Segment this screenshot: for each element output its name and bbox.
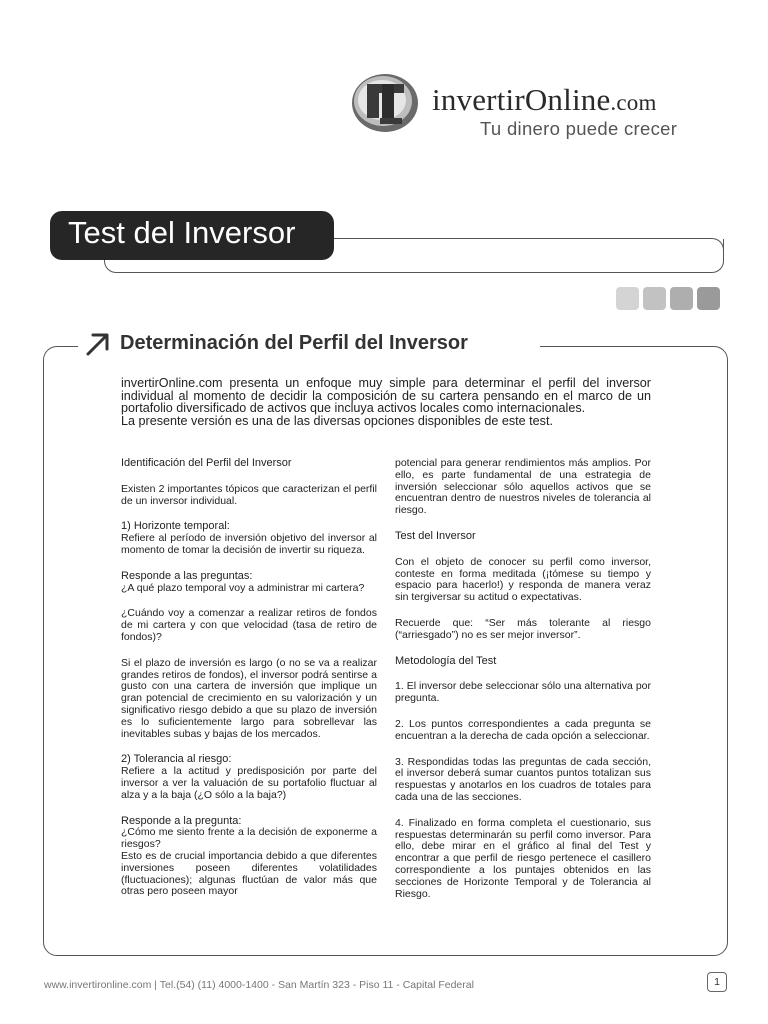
method-step-1: 1. El inversor debe seleccionar sólo una alternativa por pregunta.	[395, 680, 651, 705]
left-paragraph-plazo: Si el plazo de inversión es largo (o no se va a realizar grandes retiros de fondos), el inversor podrá sentirse a gusto con una cartera de inversión que implique un gran potencial de crecimiento en su valorización y un significativo riesgo debido a que su plazo de inversión es lo suficientemente largo para sobrellevar las inevitables subas y bajas de los mercados.	[121, 656, 377, 740]
intro-paragraph-2: La presente versión es una de las diversas opciones disponibles de este test.	[121, 413, 553, 428]
recuerde-paragraph: Recuerde que: “Ser más tolerante al riesgo (“arriesgado”) no es ser mejor inversor”.	[395, 616, 651, 641]
decorative-squares	[616, 287, 720, 310]
intro-text	[121, 377, 651, 427]
tolerance-label: 2) Tolerancia al riesgo:	[121, 753, 232, 766]
square-2	[643, 287, 666, 310]
brand-suffix: .com	[610, 90, 657, 115]
question-3: ¿Cómo me siento frente a la decisión de exponerme a riesgos?	[121, 826, 377, 851]
questions-block	[121, 571, 377, 595]
square-3	[670, 287, 693, 310]
brand-label: invertirOnline	[432, 82, 611, 117]
tagline: Tu dinero puede crecer	[480, 118, 678, 139]
right-column	[395, 458, 651, 914]
method-subtitle: Metodología del Test	[395, 654, 497, 667]
question-label-2: Responde a la pregunta:	[121, 814, 242, 827]
left-column	[121, 458, 377, 912]
question-1: ¿A qué plazo temporal voy a administrar mi cartera?	[121, 581, 365, 594]
question-2: ¿Cuándo voy a comenzar a realizar retiros de fondos de mi cartera y con que velocidad (tasa de retiro de fondos)?	[121, 607, 377, 643]
tolerance-text: Refiere a la actitud y predisposición por parte del inversor a ver la valuación de su portafolio fluctuar al alza y a la baja (¿O sólo a la baja?)	[121, 765, 377, 801]
square-1	[616, 287, 639, 310]
left-subtitle: Identificación del Perfil del Inversor	[121, 457, 292, 469]
tolerance-block	[121, 754, 377, 801]
test-subtitle: Test del Inversor	[395, 529, 476, 542]
method-step-2: 2. Los puntos correspondientes a cada pregunta se encuentran a la derecha de cada opción a seleccionar.	[395, 717, 651, 742]
horizon-text: Refiere al período de inversión objetivo del inversor al momento de tomar la decisión de invertir su riqueza.	[121, 532, 377, 556]
question-block-2	[121, 816, 377, 899]
test-paragraph: Con el objeto de conocer su perfil como inversor, conteste en forma meditada (¡tómese su tiempo y espacio para hacerlo!) y responda de manera veraz sin tergiversar su actitud o expectativas.	[395, 555, 651, 604]
horizon-block	[121, 521, 377, 556]
right-paragraph-cont: potencial para generar rendimientos más amplios. Por ello, es parte fundamental de una estrategia de inversión seleccionar sólo aquellos activos que se encuentran dentro de nuestros niveles de tolerancia al riesgo.	[395, 457, 651, 517]
left-paragraph-intro: Existen 2 importantes tópicos que caracterizan el perfil de un inversor individual.	[121, 482, 377, 507]
method-step-4: 4. Finalizado en forma completa el cuestionario, sus respuestas determinarán su perfil como inversor. Para ello, debe mirar en el gráfico al final del Test y encontrar a que perfil de riesgo pertenece el casillero correspondiente a los puntajes obtenidos en las secciones de Horizonte Temporal y de Tolerancia al Riesgo.	[395, 816, 651, 900]
method-step-3: 3. Respondidas todas las preguntas de cada sección, el inversor deberá sumar cuantos puntos totalizan sus respuestas y anotarlos en los cuadros de totales para cada una de las secciones.	[395, 755, 651, 803]
horizon-label: 1) Horizonte temporal:	[121, 520, 230, 533]
io-logo-icon	[350, 72, 420, 134]
intro-paragraph-1: invertirOnline.com presenta un enfoque muy simple para determinar el perfil del inversor individual al momento de decidir la composición de su cartera pensando en el marco de un portafolio diversificado de activos que incluya activos locales como internacionales.	[121, 376, 651, 416]
questions-label: Responde a las preguntas:	[121, 569, 253, 582]
page-title: Test del Inversor	[68, 215, 296, 250]
page-number: 1	[707, 972, 727, 992]
left-paragraph-crucial: Esto es de crucial importancia debido a que diferentes inversiones poseen diferentes volatilidades (fluctuaciones); algunas fluctúan de valor más que otras pero poseen mayor	[121, 849, 377, 898]
arrow-up-right-icon	[85, 331, 111, 357]
section-heading: Determinación del Perfil del Inversor	[120, 332, 468, 354]
footer-contact: www.invertironline.com | Tel.(54) (11) 4000-1400 - San Martín 323 - Piso 11 - Capital Federal	[44, 979, 474, 991]
square-4	[697, 287, 720, 310]
brand-name	[432, 82, 657, 118]
